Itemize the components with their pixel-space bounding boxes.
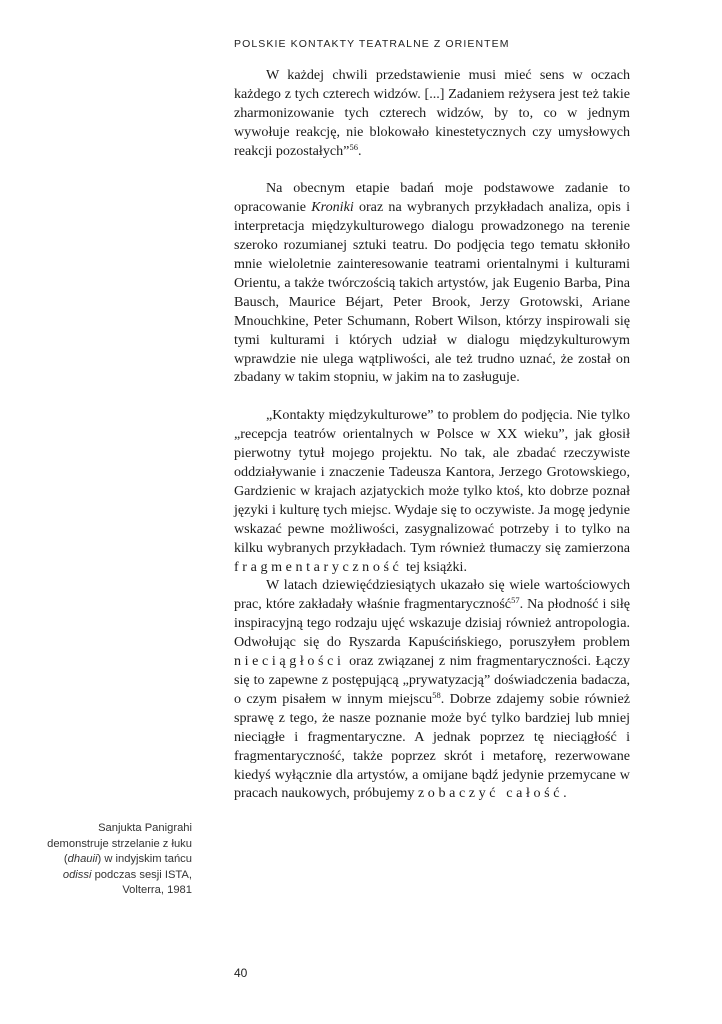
paragraph-4-text-b: . Na płodność i siłę inspiracyjną tego rodzaju ujęć wskazuje dzisiaj również antropologia. Odwołując się do Ryszarda Kapuścińskiego, poruszyłem problem — [234, 596, 630, 651]
caption-text-c: podczas sesji ISTA, Volterra, 1981 — [91, 868, 192, 897]
footnote-ref-58: 58 — [432, 689, 441, 700]
main-text — [234, 66, 630, 803]
spaced-word-fragmentarycznosc: fragmentaryczność — [234, 558, 403, 575]
caption-italic-dhauii: dhauii — [67, 853, 98, 866]
paragraph-4-text-a: W latach dziewięćdziesiątych ukazało się wiele wartościowych prac, które zakładały właśnie fragmentaryczność — [234, 577, 630, 613]
caption-text-b: ) w indyjskim tańcu — [97, 853, 192, 866]
paragraph-4 — [234, 576, 630, 803]
caption-italic-odissi: odissi — [62, 868, 92, 881]
paragraph-4-text-c: oraz związanej z nim fragmentaryczności. Łączy się to zapewne z postępującą „prywatyzacją” doświadczenia badacza, o czym pisałem w innym miejscu — [234, 653, 630, 707]
paragraph-1 — [234, 66, 630, 161]
paragraph-2 — [234, 179, 630, 387]
paragraph-3-text-a: „Kontakty międzykulturowe” to problem do podjęcia. Nie tylko „recepcja teatrów orientalnych w Polsce w XX wieku”, jak głosił pierwotny tytuł mojego projektu. No tak, ale zbadać rzeczywiste oddziaływanie i znaczenie Tadeusza Kantora, Jerzego Grotowskiego, Gardzienic w krajach azjatyckich może tylko ktoś, kto dobrze poznał języki i kulturę tych miejsc. Wydaje się to oczywiste. Ja mogę jedynie wskazać pewne możliwości, zasygnalizować potrzeby i to tylko na kilku wybranych przykładach. Tym również tłumaczy się zamierzona — [234, 407, 630, 556]
paragraph-1-end: . — [357, 142, 362, 159]
paragraph-3-text-b: tej książki. — [402, 558, 467, 575]
paragraph-4-end: . — [563, 785, 567, 802]
footnote-ref-56: 56 — [349, 141, 358, 152]
paragraph-2-text-b: oraz na wybranych przykładach analiza, opis i interpretacja międzykulturowego dialogu prowadzonego na terenie szeroko rozumianej sztuki teatru. Do podjęcia tego tematu skłoniło mnie wieloletnie zainteresowanie teatrami orientalnymi i kulturami Orientu, a także twórczością takich artystów, jak Eugenio Barba, Pina Bausch, Maurice Béjart, Peter Brook, Jerzy Grotowski, Ariane Mnouchkine, Peter Schumann, Robert Wilson, którzy inspirowali się tymi kulturami i których udział w dialogu międzykulturowym wprawdzie nie ulega wątpliwości, ale też trudno uznać, że został on zbadany w takim stopniu, w jakim na to zasługuje. — [234, 199, 630, 386]
kroniki-italic: Kroniki — [311, 199, 354, 216]
spaced-word-zobaczyc-calosc: zobaczyć całość — [417, 785, 564, 802]
photo-caption — [40, 821, 192, 899]
paragraph-2-text-a: Na obecnym etapie badań moje podstawowe zadanie to opracowanie — [234, 180, 630, 216]
paragraph-3 — [234, 406, 630, 576]
paragraph-1-text: W każdej chwili przedstawienie musi mieć sens w oczach każdego z tych czterech widzów. [...] Zadaniem reżysera jest też takie zharmonizowanie tych czterech widzów, by to, co w jednym wywołuje reakcję, nie blokowało kinestetycznych czy umysłowych reakcji pozostałych” — [234, 67, 630, 159]
spaced-word-nieciaglosci: nieciągłości — [234, 653, 345, 670]
page-number: 40 — [234, 966, 248, 980]
paragraph-4-text-d: . Dobrze zdajemy sobie również sprawę z tego, że nasze poznanie może być tylko bardziej lub mniej nieciągłe i fragmentaryczne. A jednak poprzez tę nieciągłość i fragmentaryczność, także poprzez skrót i metaforę, rezerwowane kiedyś wyłącznie dla artystów, a omijane bądź jedynie przemycane w pracach naukowych, próbujemy — [234, 690, 630, 802]
caption-text-a: Sanjukta Panigrahi demonstruje strzelanie z łuku ( — [47, 822, 192, 866]
footnote-ref-57: 57 — [511, 595, 520, 606]
running-head: POLSKIE KONTAKTY TEATRALNE Z ORIENTEM — [234, 38, 510, 50]
